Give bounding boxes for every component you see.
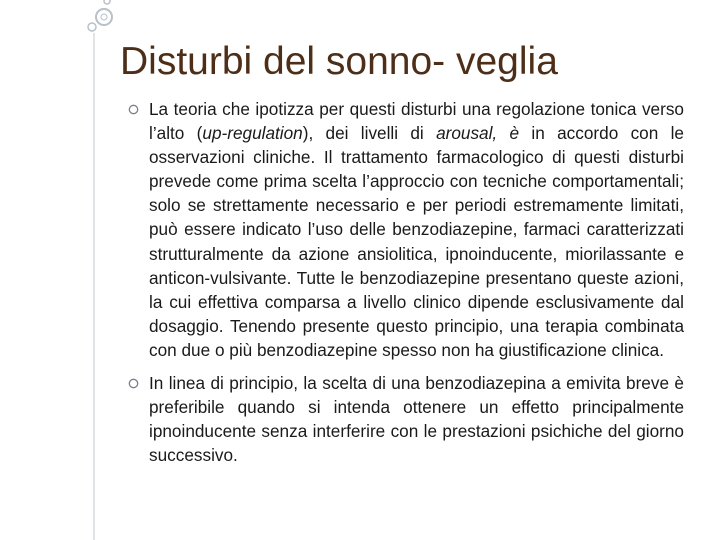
hollow-ring-icon: [128, 378, 139, 389]
circle-rings-decoration: [88, 0, 112, 31]
bullet-item: [128, 97, 684, 362]
hollow-ring-icon: [128, 104, 139, 115]
italic-term: arousal, è: [436, 123, 520, 144]
bullet-list: [128, 97, 684, 467]
bullet-text: in accordo con le osservazioni cliniche. Il trattamento farmacologico di questi disturbi prevede come prima scelta l’approccio con tecniche comportamentali; solo se strettamente necessario e per periodi estremamente limitati, può essere indicato l’uso delle benzodiazepine, farmaci caratterizzati strutturalmente da azione ansiolitica, ipnoinducente, miorilassante e anticon-vulsivante. Tutte le benzodiazepine presentano queste azioni, la cui effettiva comparsa a livello clinico dipende esclusivamente dal dosaggio. Tenendo presente questo principio, una terapia combinata con due o più benzodiazepine spesso non ha giustificazione clinica.: [149, 123, 684, 360]
italic-term: up-regulation: [202, 123, 303, 144]
bullet-text: La teoria che ipotizza per questi disturbi una regolazione tonica verso l’alto (: [149, 99, 684, 144]
slide-title: Disturbi del sonno- veglia: [120, 40, 558, 83]
bullet-text: ), dei livelli di: [302, 123, 437, 144]
bullet-text: In linea di principio, la scelta di una benzodiazepina a emivita breve è preferibile quando si intenda ottenere un effetto principalmente ipnoinducente senza interferire con le prestazioni psichiche del giorno successivo.: [149, 373, 684, 466]
bullet-item: [128, 371, 684, 467]
